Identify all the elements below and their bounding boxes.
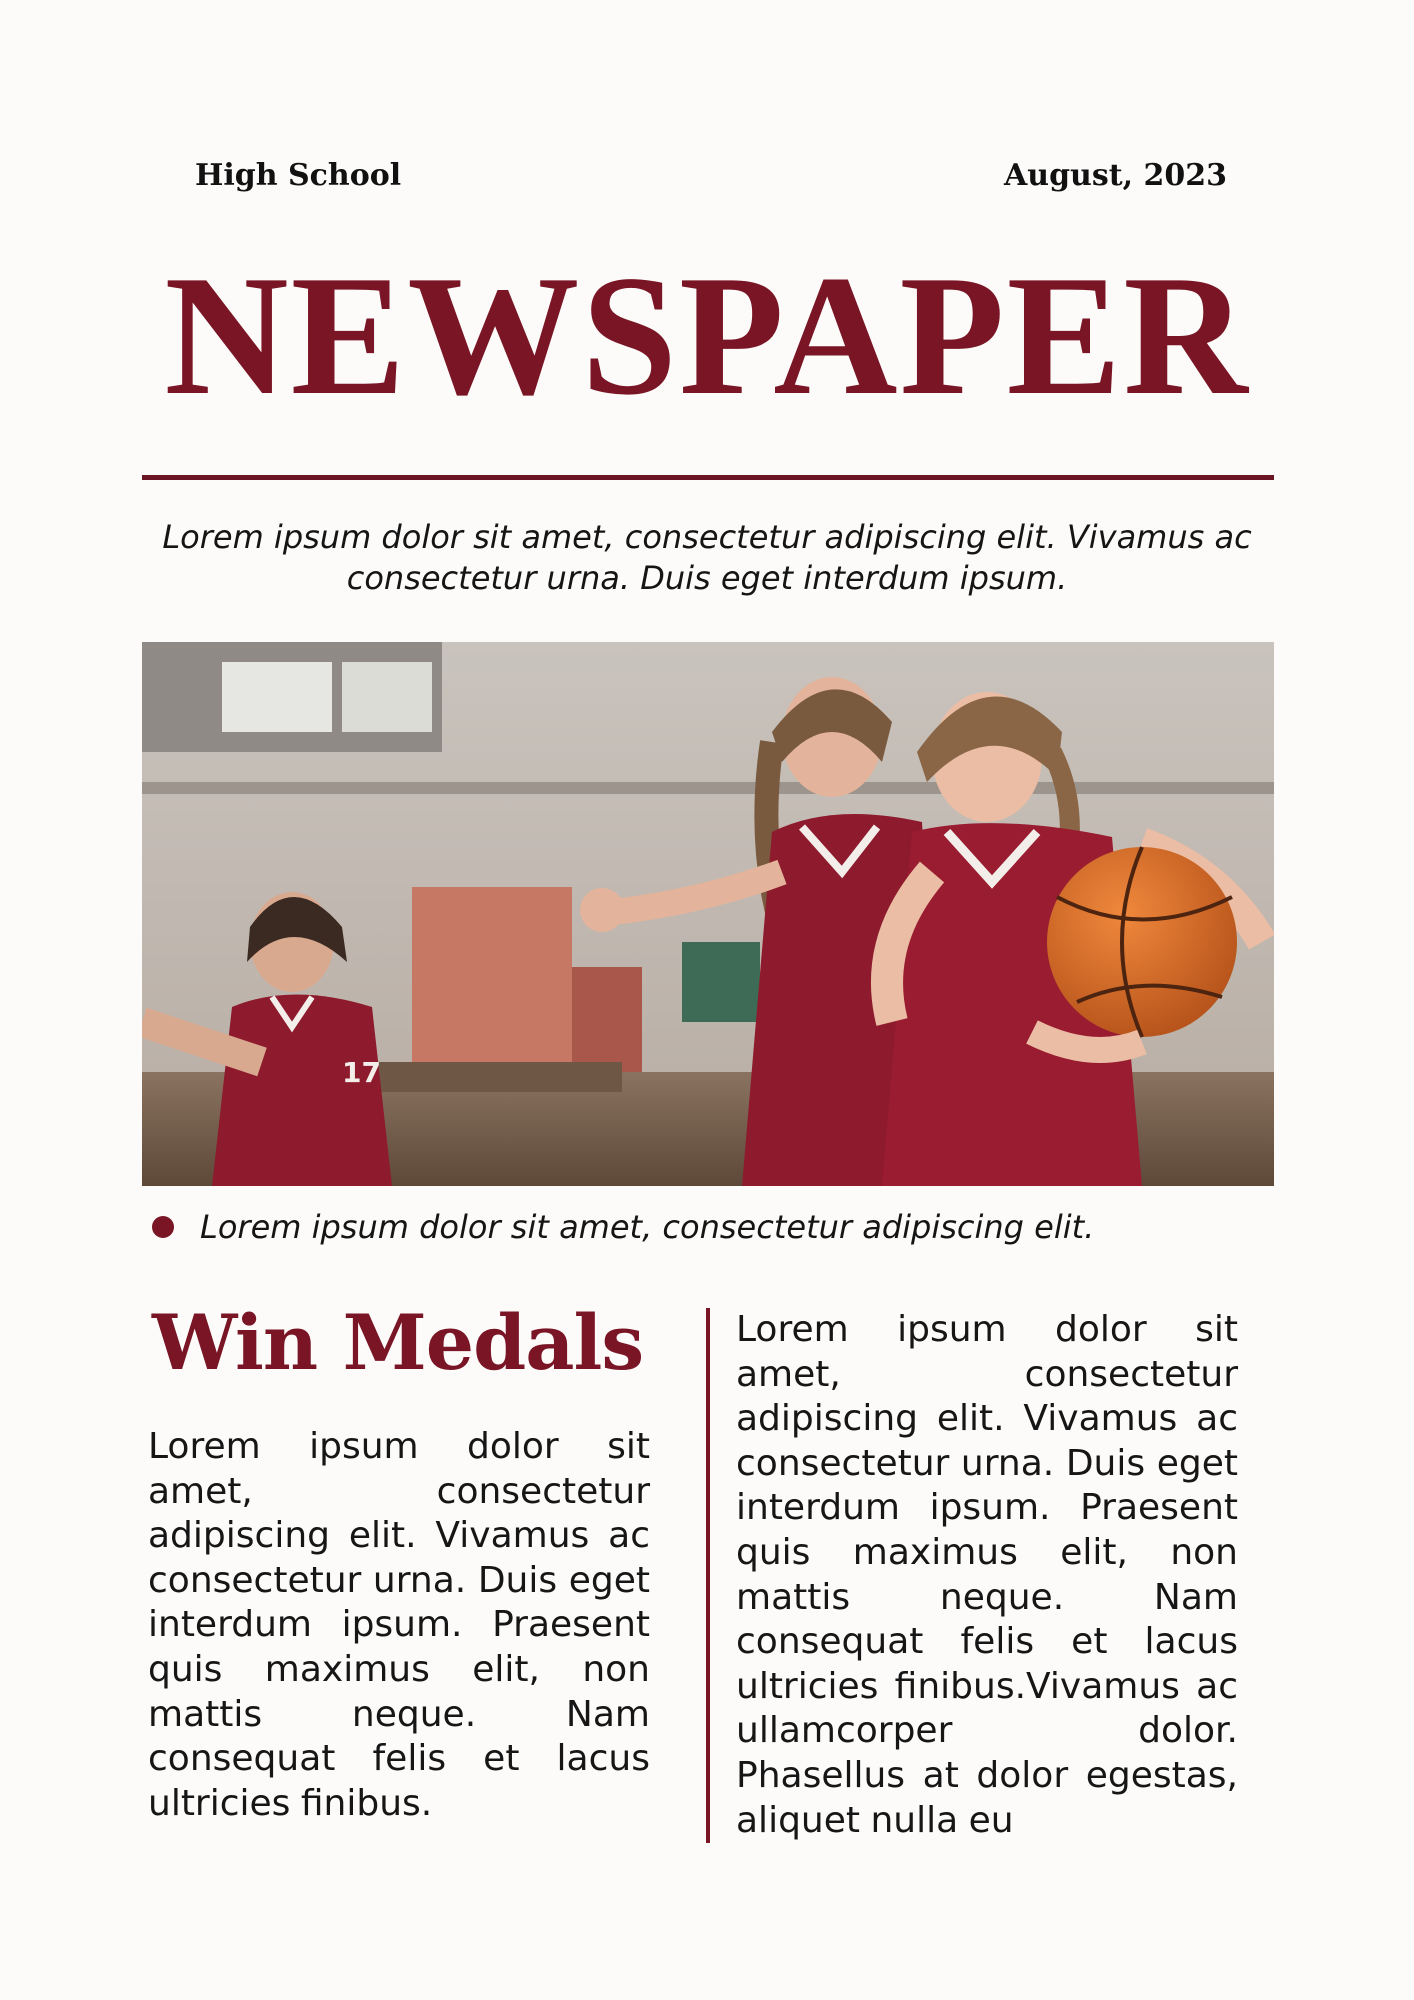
hero-photo (142, 642, 1274, 1186)
photo-caption (152, 1205, 1094, 1249)
article-body-left: Lorem ipsum dolor sit amet, consectetur adipiscing elit. Vivamus ac consectetur urna. Duis eget interdum ipsum. Praesent quis maximus elit, non mattis neque. Nam consequat felis et lacus ultricies finibus. (148, 1426, 650, 1824)
bullet-dot-icon (152, 1216, 174, 1238)
masthead-divider (142, 475, 1274, 480)
masthead-title: NEWSPAPER (164, 241, 1250, 431)
caption-text: Lorem ipsum dolor sit amet, consectetur adipiscing elit. (200, 1208, 1095, 1246)
school-label: High School (195, 158, 402, 193)
column-divider (706, 1308, 710, 1843)
svg-text:17: 17 (342, 1056, 381, 1089)
article-headline: Win Medals (152, 1298, 644, 1387)
issue-date: August, 2023 (1003, 158, 1227, 193)
tagline: Lorem ipsum dolor sit amet, consectetur adipiscing elit. Vivamus ac consectetur urna. Duis eget interdum ipsum. (162, 518, 1252, 597)
article-body-right: Lorem ipsum dolor sit amet, consectetur adipiscing elit. Vivamus ac consectetur urna. Duis eget interdum ipsum. Praesent quis maximus elit, non mattis neque. Nam consequat felis et lacus ultricies finibus.Vivamus ac ullamcorper dolor. Phasellus at dolor egestas, aliquet nulla eu (736, 1309, 1238, 1841)
